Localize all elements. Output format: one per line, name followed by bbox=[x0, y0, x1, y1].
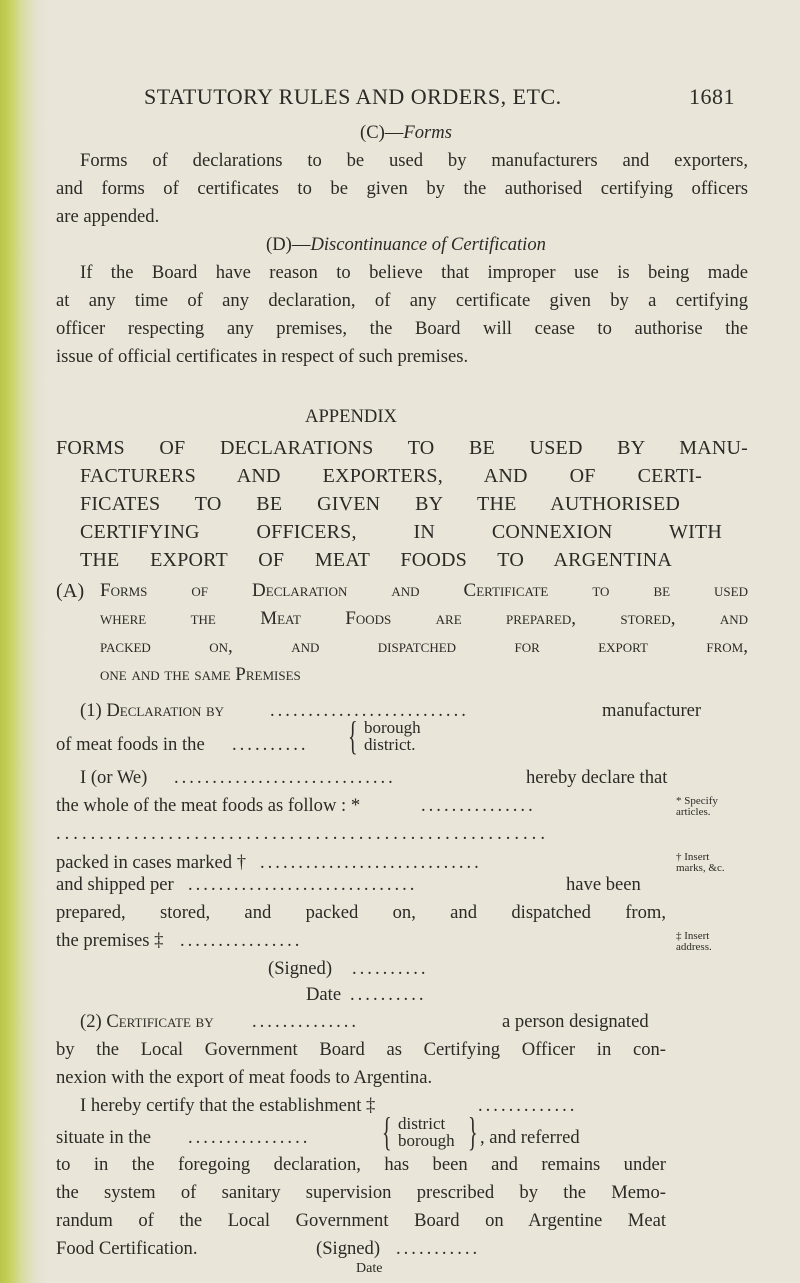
section-d-heading bbox=[56, 231, 756, 259]
section-c-line-3: are appended. bbox=[56, 206, 160, 227]
section-a-label: (A) bbox=[56, 580, 85, 602]
section-a-heading-line-3: packed on, and dispatched for export from, bbox=[100, 636, 748, 657]
dotted-leader: .......... bbox=[232, 734, 309, 755]
dotted-leader: .............................. bbox=[188, 874, 418, 895]
dotted-leader: ......................................................... bbox=[56, 823, 549, 844]
certificate-body-line-3: randum of the Local Government Board on Argentine Meat bbox=[56, 1210, 666, 1231]
running-title: STATUTORY RULES AND ORDERS, ETC. bbox=[144, 84, 562, 109]
margin-note-specify-line-1: * Specify bbox=[676, 795, 718, 807]
declaration-line-1-right: manufacturer bbox=[602, 700, 702, 721]
brace-icon: { bbox=[348, 713, 358, 758]
section-a-heading-line-4: one and the same Premises bbox=[100, 664, 301, 685]
dotted-leader: .......................... bbox=[270, 700, 469, 721]
certificate-last-left: Food Certification. bbox=[56, 1238, 198, 1259]
section-d-line-3: officer respecting any premises, the Board will cease to authorise the bbox=[56, 318, 748, 339]
borough-district-choice bbox=[364, 719, 421, 753]
certificate-line-hereby: I hereby certify that the establishment ‡ bbox=[80, 1095, 376, 1116]
dotted-leader: .......... bbox=[350, 984, 427, 1005]
dotted-leader: .............. bbox=[252, 1011, 360, 1032]
appendix-heading-line-4: CERTIFYING OFFICERS, IN CONNEXION WITH bbox=[80, 521, 722, 543]
brace-close-icon: } bbox=[468, 1109, 478, 1154]
margin-note-marks-line-2: marks, &c. bbox=[676, 862, 725, 874]
dotted-leader: ............................. bbox=[174, 767, 396, 788]
brace-option-borough: borough bbox=[398, 1131, 455, 1150]
page-number: 1681 bbox=[689, 84, 735, 109]
margin-note-marks-line-1: † Insert bbox=[676, 851, 710, 863]
district-borough-choice bbox=[398, 1115, 455, 1149]
declaration-line-2-left: of meat foods in the bbox=[56, 734, 205, 755]
section-d-line-1: If the Board have reason to believe that improper use is being made bbox=[80, 262, 748, 283]
brace-option-district: district. bbox=[364, 735, 416, 754]
declaration-line-7-left: and shipped per bbox=[56, 874, 174, 895]
certificate-body-line-1: to in the foregoing declaration, has been and remains under bbox=[56, 1154, 666, 1175]
certificate-situate-left: situate in the bbox=[56, 1127, 152, 1148]
declaration-date-label: Date bbox=[306, 984, 342, 1005]
appendix-title: APPENDIX bbox=[305, 406, 397, 427]
certificate-date-label: Date bbox=[356, 1261, 383, 1276]
appendix-heading-line-1: FORMS OF DECLARATIONS TO BE USED BY MANU- bbox=[56, 437, 748, 459]
declaration-line-3-left: I (or We) bbox=[80, 767, 148, 788]
margin-note-marks bbox=[676, 852, 725, 874]
declaration-signed-label: (Signed) bbox=[268, 958, 333, 979]
certificate-line-1-left: (2) Certificate by bbox=[80, 1011, 214, 1032]
dotted-leader: ............... bbox=[421, 795, 536, 816]
brace-open-icon: { bbox=[382, 1109, 392, 1154]
margin-note-address-line-2: address. bbox=[676, 941, 712, 953]
section-c-letter: (C)— bbox=[360, 122, 404, 143]
section-d-line-4: issue of official certificates in respect of such premises. bbox=[56, 346, 469, 367]
margin-note-specify bbox=[676, 796, 718, 818]
brace-option-district: district bbox=[398, 1114, 446, 1133]
dotted-leader: ............. bbox=[478, 1095, 578, 1116]
brace-option-borough: borough bbox=[364, 718, 421, 737]
appendix-heading-line-3: FICATES TO BE GIVEN BY THE AUTHORISED bbox=[80, 493, 680, 515]
certificate-body-line-2: the system of sanitary supervision prescribed by the Memo- bbox=[56, 1182, 666, 1203]
margin-note-specify-line-2: articles. bbox=[676, 806, 711, 818]
declaration-line-4-left: the whole of the meat foods as follow : * bbox=[56, 795, 361, 816]
dotted-leader: ................ bbox=[188, 1127, 311, 1148]
section-d-letter: (D)— bbox=[266, 234, 311, 255]
page-edge-binding bbox=[0, 0, 48, 1283]
declaration-line-1-left: (1) Declaration by bbox=[80, 700, 225, 721]
certificate-situate-right: , and referred bbox=[480, 1127, 580, 1148]
appendix-heading-line-5: THE EXPORT OF MEAT FOODS TO ARGENTINA bbox=[80, 549, 672, 571]
declaration-line-3-right: hereby declare that bbox=[526, 767, 668, 788]
dotted-leader: ............................. bbox=[260, 852, 482, 873]
section-a-heading-line-1: Forms of Declaration and Certificate to be used bbox=[100, 580, 748, 601]
declaration-line-6-left: packed in cases marked † bbox=[56, 852, 246, 873]
declaration-line-7-right: have been bbox=[566, 874, 641, 895]
certificate-line-3: nexion with the export of meat foods to Argentina. bbox=[56, 1067, 433, 1088]
certificate-signed-label: (Signed) bbox=[316, 1238, 381, 1259]
appendix-heading-line-2: FACTURERS AND EXPORTERS, AND OF CERTI- bbox=[80, 465, 702, 487]
document-page bbox=[56, 0, 756, 1283]
certificate-line-1-right: a person designated bbox=[502, 1011, 649, 1032]
dotted-leader: ................ bbox=[180, 930, 303, 951]
margin-note-address-line-1: ‡ Insert bbox=[676, 930, 710, 942]
section-d-title: Discontinuance of Certification bbox=[310, 234, 546, 255]
dotted-leader: ........... bbox=[396, 1238, 481, 1259]
section-c-line-1: Forms of declarations to be used by manufacturers and exporters, bbox=[80, 150, 748, 171]
declaration-line-8: prepared, stored, and packed on, and dispatched from, bbox=[56, 902, 666, 923]
margin-note-address bbox=[676, 931, 712, 953]
section-c-heading bbox=[56, 119, 756, 147]
section-a-heading-line-2: where the Meat Foods are prepared, stored, and bbox=[100, 608, 748, 629]
dotted-leader: .......... bbox=[352, 958, 429, 979]
section-d-line-2: at any time of any declaration, of any certificate given by a certifying bbox=[56, 290, 748, 311]
declaration-line-9-left: the premises ‡ bbox=[56, 930, 164, 951]
section-c-line-2: and forms of certificates to be given by the authorised certifying officers bbox=[56, 178, 748, 199]
certificate-line-2: by the Local Government Board as Certifying Officer in con- bbox=[56, 1039, 666, 1060]
section-c-title: Forms bbox=[403, 122, 452, 143]
